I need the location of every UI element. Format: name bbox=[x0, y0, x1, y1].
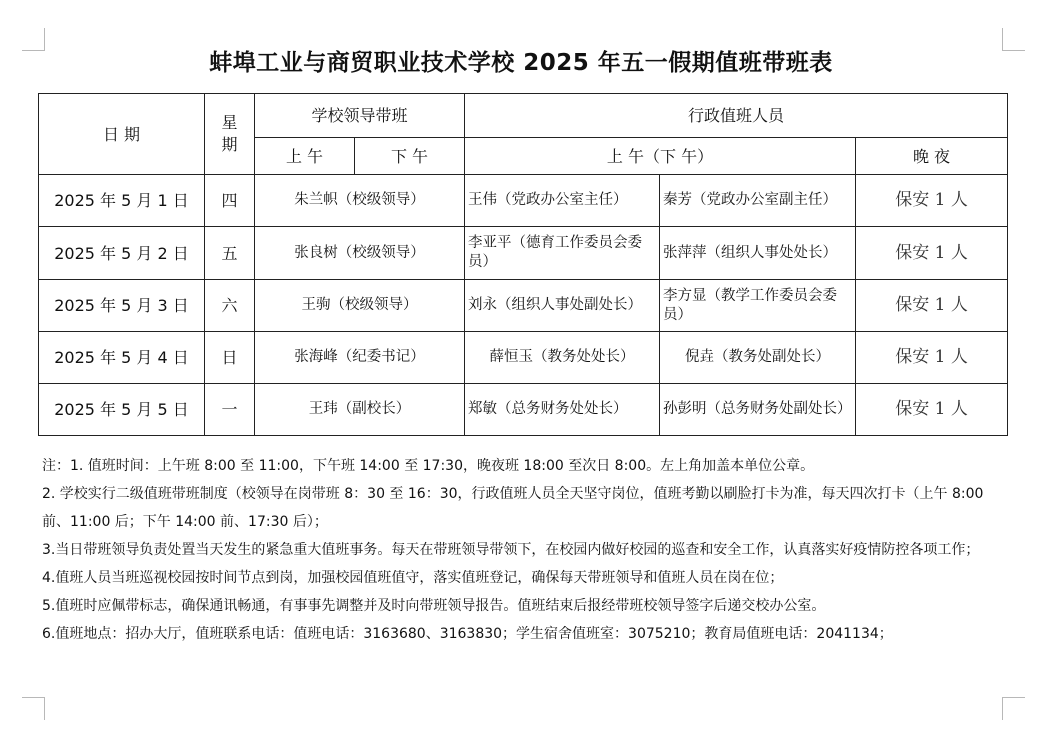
table-row bbox=[39, 332, 1008, 384]
header-afternoon: 下 午 bbox=[355, 138, 465, 175]
crop-mark-bottom-right bbox=[1002, 697, 1025, 720]
cell-weekday: 四 bbox=[205, 175, 255, 227]
cell-admin-1: 薛恒玉（教务处处长） bbox=[465, 332, 660, 384]
cell-leader: 张良树（校级领导） bbox=[255, 227, 465, 280]
note-2: 2. 学校实行二级值班带班制度（校领导在岗带班 8：30 至 16：30，行政值班人员全天坚守岗位，值班考勤以刷脸打卡为准，每天四次打卡（上午 8:00 前、11:00 后；下午 14:00 前、17:30 后）； bbox=[42, 486, 984, 530]
cell-weekday: 五 bbox=[205, 227, 255, 280]
cell-night: 保安 1 人 bbox=[856, 227, 1008, 280]
cell-weekday: 日 bbox=[205, 332, 255, 384]
header-row-1 bbox=[39, 94, 1008, 138]
cell-leader: 王玮（副校长） bbox=[255, 384, 465, 436]
note-6: 6.值班地点：招办大厅，值班联系电话：值班电话：3163680、3163830；学生宿舍值班室：3075210；教育局值班电话：2041134； bbox=[42, 626, 893, 642]
header-weekday bbox=[205, 94, 255, 175]
cell-night: 保安 1 人 bbox=[856, 280, 1008, 332]
cell-date: 2025 年 5 月 3 日 bbox=[39, 280, 205, 332]
cell-date: 2025 年 5 月 2 日 bbox=[39, 227, 205, 280]
cell-admin-2: 秦芳（党政办公室副主任） bbox=[660, 175, 856, 227]
header-am-pm: 上 午（下 午） bbox=[465, 138, 856, 175]
cell-date: 2025 年 5 月 5 日 bbox=[39, 384, 205, 436]
header-weekday-text: 星期 bbox=[221, 113, 238, 154]
cell-date: 2025 年 5 月 1 日 bbox=[39, 175, 205, 227]
header-morning: 上 午 bbox=[255, 138, 355, 175]
table-row bbox=[39, 384, 1008, 436]
cell-admin-2: 孙彭明（总务财务处副处长） bbox=[660, 384, 856, 436]
crop-mark-bottom-left bbox=[22, 697, 45, 720]
note-5: 5.值班时应佩带标志，确保通讯畅通，有事事先调整并及时向带班领导报告。值班结束后报经带班校领导签字后递交校办公室。 bbox=[42, 598, 826, 614]
cell-admin-2: 李方显（教学工作委员会委员） bbox=[660, 280, 856, 332]
cell-leader: 朱兰帜（校级领导） bbox=[255, 175, 465, 227]
cell-admin-2: 张萍萍（组织人事处处长） bbox=[660, 227, 856, 280]
header-date: 日 期 bbox=[39, 94, 205, 175]
cell-admin-2: 倪垚（教务处副处长） bbox=[660, 332, 856, 384]
cell-leader: 张海峰（纪委书记） bbox=[255, 332, 465, 384]
table-row bbox=[39, 280, 1008, 332]
cell-night: 保安 1 人 bbox=[856, 175, 1008, 227]
cell-admin-1: 王伟（党政办公室主任） bbox=[465, 175, 660, 227]
header-leader: 学校领导带班 bbox=[255, 94, 465, 138]
cell-weekday: 一 bbox=[205, 384, 255, 436]
note-3: 3.当日带班领导负责处置当天发生的紧急重大值班事务。每天在带班领导带领下，在校园内做好校园的巡查和安全工作，认真落实好疫情防控各项工作； bbox=[42, 542, 980, 558]
cell-night: 保安 1 人 bbox=[856, 332, 1008, 384]
notes-section bbox=[42, 452, 1004, 648]
header-admin: 行政值班人员 bbox=[465, 94, 1008, 138]
cell-admin-1: 李亚平（德育工作委员会委员） bbox=[465, 227, 660, 280]
cell-date: 2025 年 5 月 4 日 bbox=[39, 332, 205, 384]
cell-leader: 王驹（校级领导） bbox=[255, 280, 465, 332]
header-night: 晚 夜 bbox=[856, 138, 1008, 175]
cell-admin-1: 郑敏（总务财务处处长） bbox=[465, 384, 660, 436]
note-1: 注：1. 值班时间：上午班 8:00 至 11:00，下午班 14:00 至 17:30，晚夜班 18:00 至次日 8:00。左上角加盖本单位公章。 bbox=[42, 458, 815, 474]
page-title: 蚌埠工业与商贸职业技术学校 2025 年五一假期值班带班表 bbox=[209, 50, 833, 76]
cell-weekday: 六 bbox=[205, 280, 255, 332]
note-4: 4.值班人员当班巡视校园按时间节点到岗，加强校园值班值守，落实值班登记，确保每天带班领导和值班人员在岗在位； bbox=[42, 570, 784, 586]
duty-table bbox=[38, 93, 1008, 436]
table-row bbox=[39, 175, 1008, 227]
table-row bbox=[39, 227, 1008, 280]
cell-admin-1: 刘永（组织人事处副处长） bbox=[465, 280, 660, 332]
cell-night: 保安 1 人 bbox=[856, 384, 1008, 436]
